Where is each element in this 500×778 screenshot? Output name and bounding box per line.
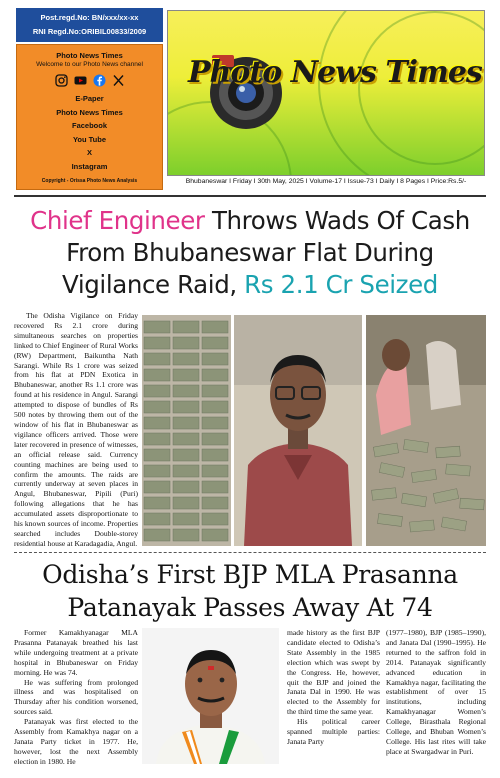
dateline: Bhubaneswar I Friday I 30th May, 2025 I Volume-17 I Issue-73 I Daily I 8 Pages I Price:Rs.5/- — [185, 178, 467, 185]
photo-news-times-link[interactable]: Photo News Times — [56, 107, 123, 117]
postal-reg-number: Post.regd.No: BN/xxx/xx-xx — [40, 13, 139, 22]
story2-para: (1977–1980), BJP (1985–1990), and Janata Dal (1990–1995). He returned to the saffron fold in 2014. Patanayak significantly advanced education in Kamakhya nagar, facilitating the establishment of over 15 institutions, including Kamakhyanagar Women’s College, Birasthala Regional College, and Bhuban Women’s College. His last rites will take place at Swargadwar in Puri. — [386, 628, 486, 756]
rni-reg-number: RNI Regd.No:ORIBIL00833/2009 — [32, 27, 147, 36]
promo-title: Photo News Times — [56, 51, 123, 60]
youtube-link[interactable]: You Tube — [72, 134, 107, 144]
story2-para: Patanayak was first elected to the Assembly from Kamakhya nagar on a Janata Party ticket in 1977. He, however, lost the next Assembly election in 1980. He — [14, 717, 138, 766]
instagram-link[interactable]: Instagram — [71, 161, 108, 171]
facebook-icon[interactable] — [93, 74, 106, 87]
copyright-line: Copyright - Orissa Photo News Analysis — [41, 178, 138, 184]
x-link[interactable]: X — [86, 148, 92, 157]
story1-body: The Odisha Vigilance on Friday recovered Rs 2.1 crore during simultaneous searches on properties linked to Chief Engineer of Rural Works (RW) Department, Baikuntha Nath Sarangi. While Rs 1 crore was seized from his flat at PDN Exotica in Bhubaneswar, another Rs 1.1 crore was found at his residence in Angul. Sarangi attempted to dispose of bundles of Rs 500 notes by throwing them out of the window of his flat in Bhubaneswar as vigilance officers arrived. Those were later recovered in presence of witnesses, an official release said. Currency counting machines are being used to confirm the amounts. The raids are currently underway at seven places in Angul, Bhubaneswar, Pipili (Puri) following allegations that he has accumulated assets disproportionate to his known sources of income. Properties searched includes Double-storey residential house at Karadagadia, Angul. — [14, 311, 138, 548]
story2-para: Former Kamakhyanagar MLA Prasanna Patanayak breathed his last while undergoing treatment at a private hospital in Bhubaneswar on Friday morning. He was 74. — [14, 628, 138, 677]
instagram-icon[interactable] — [55, 74, 68, 87]
promo-box — [16, 44, 163, 190]
story1-headline-main: Throws Wads Of Cash From Bhubaneswar Flat During Vigilance Raid, — [62, 206, 470, 299]
story2-para: His political career spanned multiple parties: Janata Party — [287, 717, 380, 746]
story2-para: made history as the first BJP candidate elected to Odisha’s State Assembly in the 1985 election which was swept by the Congress. He, however, quit the BJP and joined the Janata Dal in 1990. He was elected to the Assembly for the third time the same year. — [287, 628, 380, 717]
chief-engineer-photo — [234, 315, 362, 546]
story2-para: He was suffering from prolonged illness and was hospitalised on Thursday after his condition worsened, sources said. — [14, 677, 138, 717]
story2-column-3 — [386, 628, 486, 757]
story-divider — [14, 552, 486, 553]
story2-headline: Odisha’s First BJP MLA Prasanna Patanayak Passes Away At 74 — [42, 560, 458, 622]
youtube-icon[interactable] — [74, 74, 87, 87]
story1-headline — [14, 205, 486, 301]
masthead-divider — [14, 195, 486, 197]
story2-column-2 — [287, 628, 380, 747]
newspaper-logo: Photo News Times — [188, 55, 482, 90]
epaper-link[interactable]: E-Paper — [75, 94, 104, 103]
mla-portrait-photo — [142, 628, 279, 764]
story1-headline-highlight: Chief Engineer — [30, 206, 205, 235]
cash-bundles-photo — [142, 315, 231, 546]
facebook-link[interactable]: Facebook — [71, 121, 107, 130]
story2-column-1 — [14, 628, 138, 767]
x-icon[interactable] — [112, 74, 125, 87]
story1-headline-amount: Rs 2.1 Cr Seized — [244, 270, 438, 299]
registration-box — [16, 8, 163, 42]
masthead-banner — [167, 10, 485, 176]
social-icons — [17, 74, 162, 88]
cash-floor-photo — [366, 315, 486, 546]
promo-subtitle: Welcome to our Photo News channel — [36, 61, 143, 68]
